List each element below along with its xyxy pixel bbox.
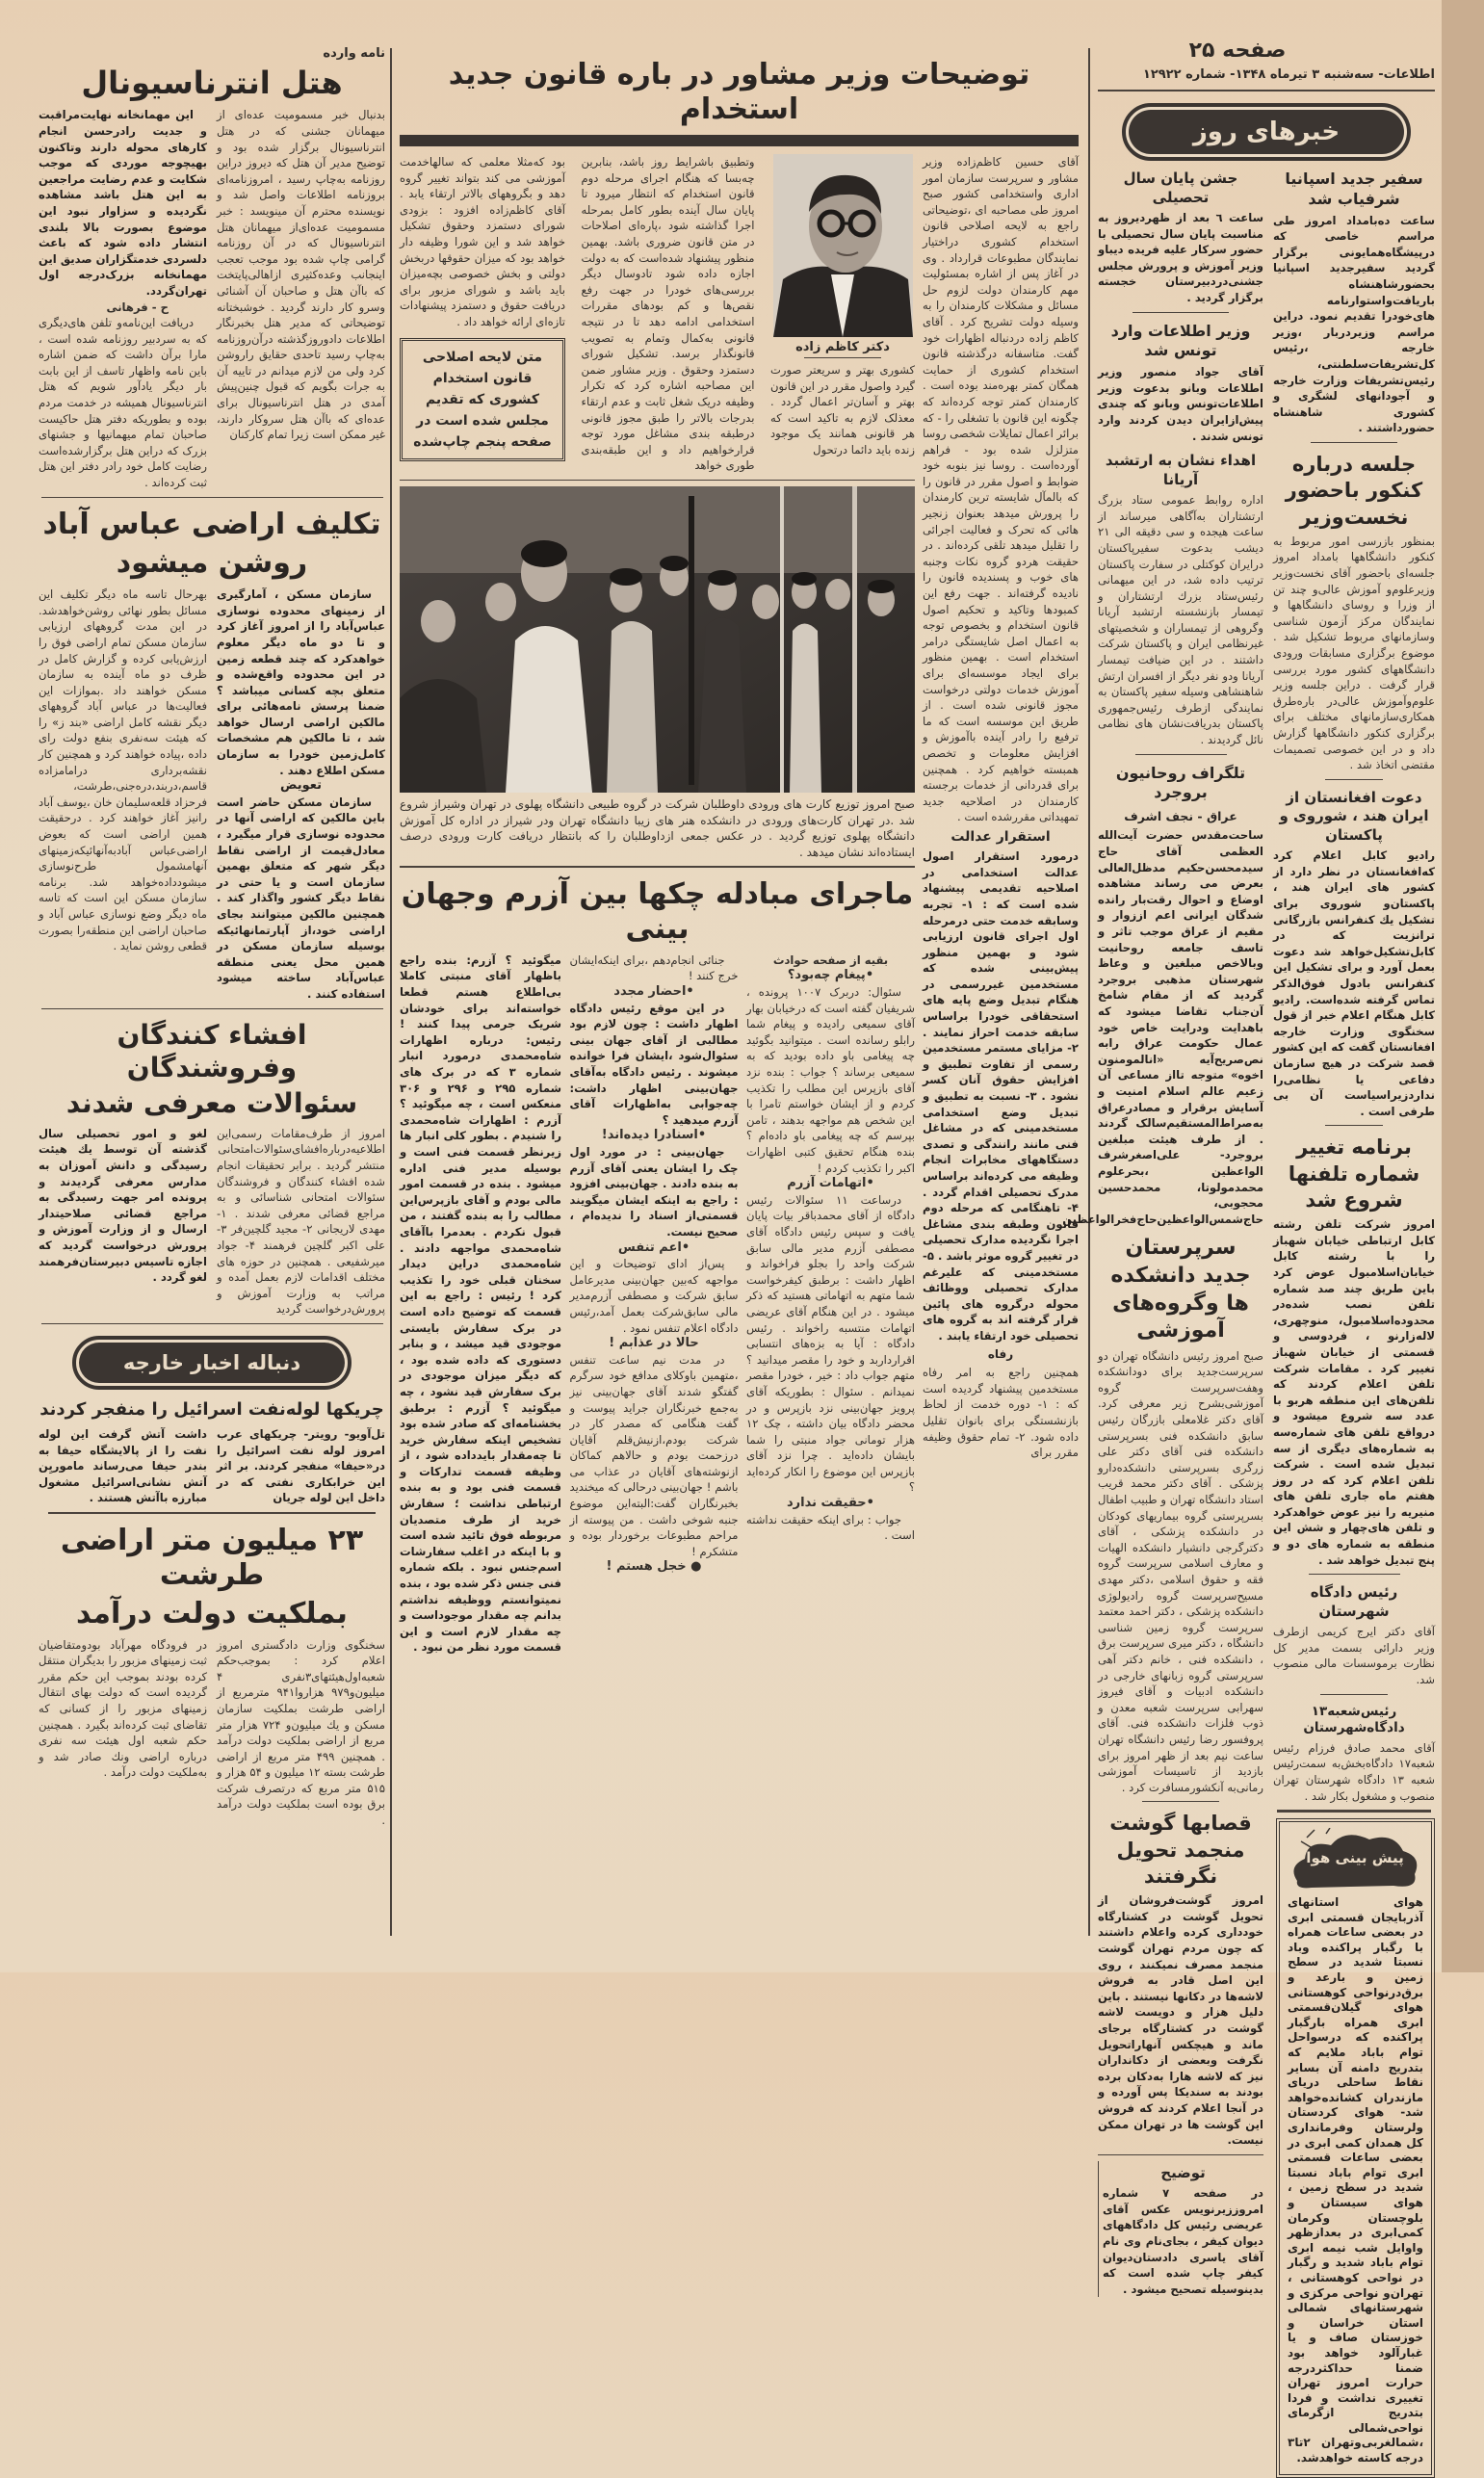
news-body: آقای محمد صادق فرزام رئیس شعبه‌۱۷ دادگاه‌بخش‌به سمت‌رئیس شعبه ۱۳ دادگاه شهرستان تهران منصوب و مشغول بکار شد .: [1273, 1740, 1435, 1803]
left-column: [39, 46, 385, 1829]
tarasht-columns: [39, 1637, 385, 1829]
news-body: امروز شرکت تلفن رشته کابل ارتباطی خیابان شهباز را با رشته کابل خیابان‌اسلامبول عوض کرد باین طریق چند صد شماره تلفن نصب شده‌در محدوده‌اسلامبول، منوچهری، لاله‌زارنو ، فردوسی و قسمتی از خیابان شهباز تغییر کرد . مقامات شرکت تلفن اعلام کردند که تلفن‌های این منطقه هربو با عدد سه شروع میشود و درواقع تلفن های شماره‌سه به شماره‌های دیگری از سه تبدیل شده است . شرکت تلفن اعلام کرد که در روز هفتم ماه جاری تلفن های منیریه را نیز عوض خواهدکرد و تلفن های‌چهار و شش این منطقه به شماره های دو و پنج تبدیل خواهد شد .: [1273, 1217, 1435, 1567]
news-rule: [1098, 2154, 1263, 2155]
leak-headline: افشاء کنندگان وفروشندگان: [117, 1019, 307, 1083]
news-headline: توضیح: [1160, 2163, 1206, 2181]
paragraph: جهان‌بینی : در مورد اول چک را ایشان یعنی آقای آزرم به بنده دادند . جهان‌بینی افزود : راجع به اینکه ایشان میگویند قسمتی‌از اسناد را ندیده‌ام ، صحیح نیست.: [569, 1145, 739, 1239]
news-headline: جلسه درباره کنکور باحضور نخست‌وزیر: [1285, 452, 1423, 529]
employment-continuation: [923, 154, 1079, 1461]
daily-news-banner: [1122, 103, 1411, 161]
notice-box: [400, 338, 565, 461]
portrait-caption: دکتر کاظم زاده: [795, 340, 890, 354]
correction-box: [1098, 2161, 1263, 2298]
news-headline: اهداء نشان به ارتشبد آریانا: [1105, 452, 1257, 488]
news-body: در صفحه ۷ شماره امروززیرنویس عکس آقای عریضی رئیس کل دادگاههای دیوان کیفر ، بجای‌نام وی نام آقای یاسری دادستان‌دیوان کیفر چاپ شده است که بدینوسیله تصحیح میشود .: [1103, 2186, 1263, 2296]
check-story-col-b: [570, 952, 739, 1576]
subheading: •پیغام چه‌بود؟: [787, 968, 874, 983]
employment-top: [400, 154, 915, 474]
section-rule: [41, 1008, 383, 1010]
daily-news-title: خبرهای روز: [1129, 110, 1404, 154]
news-rule: [1133, 312, 1229, 313]
page-edge: [1442, 0, 1484, 1972]
paragraph: سازمان مسکن حاضر است باین مالکین که اراضی آنها در محدوده نوسازی قرار میگیرد ، معادل‌قیمت از اراضی نقاط دیگر شهر که متعلق بهمین سازمان است و یا حتی در نقاط دیگر کشور واگذار کند . همچنین مالکین میتوانند بجای اراضی خود،از آپارتمانهائیکه بوسیله سازمان مسکن در همین محل یعنی منطقه عباس‌آباد ساخته میشود استفاده کنند .: [217, 795, 385, 1001]
news-rule: [1142, 1801, 1219, 1802]
subheading: •حقیقت ندارد: [787, 1496, 874, 1511]
abbasabad-headline-2: روشن میشود: [116, 546, 308, 581]
news-body: ساعت ده‌بامداد امروز طی مراسم خاصی که درپیشگاه‌همایونی برگزار گردید سفیرجدید اسپانیا بحضورشاهنشاه باریافت‌واستوارنامه های‌خودرا تقدیم نمود. دراین مراسم وزیردربار ،وزیر خارجه ،رئیس کل‌تشریفات‌سلطنتی، رئیس‌تشریفات وزارت خارجه و آجودانهای لشگری و کشوری شاهنشاه حضورداشتند .: [1273, 213, 1435, 435]
pipeline-headline: چریکها لوله‌نفت اسرائیل را منفجر کردند: [39, 1399, 384, 1421]
news-headline: تلگراف روحانیون بروجرد: [1115, 763, 1246, 802]
employment-left-column: [400, 154, 565, 461]
news-body: صبح امروز رئیس دانشگاه تهران دو سرپرست‌جدید برای دودانشکده وهفت‌سرپرست گروه آموزشی‌بشرح زیر معرفی کرد. آقای دکتر غلامعلی بازرگان رئیس سابق دانشکده فنی بسرپرستی دانشکده فنی آقای دکتر علی زرگری بسرپرستی دانشکده‌دارو پزشکی . آقای دکتر محمد قریب استاد دانشگاه تهران و طبیب اطفال بسرپرستی گروه بیماریهای کودکان در دانشکده پزشکی ، آقای دکترگرجی دانشیار دانشکده الهیات و معارف اسلامی سرپرست گروه فقه و حقوق اسلامی ،دکتر مهدی مسیح‌سرپرست گروه رادیولوژی دانشکده پزشکی ، دکتر احمد معتمد سرپرست گروه زمین شناسی دانشگاه ، دکتر میری سرپرست برق ، دانشکده فنی ، خانم دکتر آهی سرپرستی گروه زبانهای خارجی در دانشکده ادبیات و آقای فیروز سهرابی سرپرست شعبه معدن و ذوب فلزات دانشکده فنی. آقای پروفسور رضا رئیس دانشگاه تهران ساعت نیم بعد از ظهر امروز برای بازدید از تاسیسات آموزشی رمانی‌به آنکشورمسافرت کرد .: [1098, 1348, 1263, 1794]
news-headline: رئیس‌شعبه‌۱۳ دادگاه‌شهرستان: [1303, 1703, 1405, 1736]
subheading: •اعم تنفس: [617, 1239, 690, 1255]
check-story-col-c: میگوئید ؟ آزرم: بنده راجع باظهار آقای منبتی کاملا بی‌اطلاع هستم قطعا خواسته‌اند برای خودشان شریک جرمی پیدا کنند ! رئیس: درباره اظهارات شاه‌محمدی درمورد انبار شماره ۳ که در برک های شماره ۲۹۵ و ۲۹۶ و ۳۰۶ منعکس است ، چه میگوئید ؟ آزرم : اظهارات شاه‌محمدی را شنیدم . بطور کلی انبار ها زیرنظر قسمت فنی است و بوسیله مدیر فنی اداره میشود . بنده در قسمت امور مالی بودم و آقای بازپرس‌این مطالب را به بنده گفتند ، من قبول نکردم . بعدمرا باآقای شاه‌محمدی مواجهه دادند . شاه‌محمدی دراین دیدار سخنان قبلی خود را تکذیب کرد ! رئیس : راجع به این قسمت که توضیح داده است در برک سفارش بایستی موجودی قید میشد ، و بنابر دستوری که داده شده بود ، که دیگر میزان موجودی در برک سفارش قید نشود ، چه میگوئید ؟ آزرم : برطبق بخشنامه‌ای که صادر شده بود تشخیص اینکه سفارش خرید تا چه‌مقدار بایدداده شود ، از وظیفه قسمت تدارکات و قسمت فنی بود و به بنده ارتباطی نداشت ؛ سفارش خرید از طرف متصدیان مربوطه فوق تائید شده است و با اینکه در اغلب سفارشات اسم‌جنس نبود . بلکه شماره فنی جنس ذکر شده بود ، بنده نمیتوانستم ووظیفه نداشتم بدانم چه مقدار موجوداست و چه مقدار لازم است و این قسمت مورد نظر من نبود .: [400, 952, 562, 1655]
leak-headline-2: سئوالات معرفی شدند: [65, 1087, 358, 1120]
news-body: اداره روابط عمومی ستاد بزرگ ارتشتاران به‌آگاهی میرساند از ساعت هیجده و سی دقیقه الی ۲۱ دیشب بدعوت سفیرپاکستان درایران کوکتلی در سفارت پاکستان ترتیب داده شد، در این میهمانی رئیس‌ستاد بزرك ارتشتاران و تیمسار بازنشسته ارتشبد آریانا وگروهی از تیمساران و شخصیتهای غیرنظامی ایران و پاکستان شرکت داشتند . در این ضیافت تیمسار آریانا ودو نفر دیگر از افسران ارتش شاهنشاهی وسیله سفیر پاکستان به نمایندگی ازطرف رئیس‌جمهوری پاکستان بدریافت‌نشان های نظامی نائل گردیدند .: [1098, 493, 1263, 747]
subheading: حالا در عذابم !: [609, 1336, 699, 1351]
hotel-columns: [39, 107, 385, 490]
photo-caption: صبح امروز توزیع کارت های ورودی داوطلبان شرکت در گروه طبیعی دانشگاه پهلوی در تهران وشیراز شروع شد .در تهران کارت‌های ورودی در دانشکده هنر های زیبا دانشگاه تهران ودر شیراز در اداره کل آموزش دانشگاه پهلوی توزیع گردید . در عکس جمعی ازداوطلبان را که بانتظار دریافت کارت ورودی درصف ایستاده‌اند نشان میدهد .: [400, 797, 915, 859]
column-divider: [390, 48, 392, 1936]
paragraph: این مهمانخانه نهایت‌مراقبت و جدیت رادرحسن انجام کارهای محوله دارند وتاکنون بهیچوجه موردی که موجب شکایت و عدم رضایت مراجعین به این هتل باشد مشاهده نگردیده و سزاوار نبود این موضوع بصورت بالا بلندی انتشار داده شود که باعث دلسردی خدمتگزاران صدیق این مهمانخانه بزرک‌درجه اول تهران‌گردد.: [39, 108, 207, 298]
abbasabad-col-left: بهرحال تاسه ماه دیگر تکلیف این مسائل بطور نهائی روشن‌خواهدشد. در این مدت گروههای ارزیابی سازمان مسکن تمام اراضی فوق را ارزش‌یابی کرده و گزارش کامل در ظرف دو ماه آینده به سازمان مسکن خواهند داد .بموازات این فعالیت‌ها در عباس آباد گروههای دیگر نقشه کامل اراضی «بند ز» را که هیئت سه‌نفری بنفع دولت رای داده ،پیاده خواهند کرد و همچنین کار نقشه‌برداری درامامزاده قاسم،دربند،دره‌جنی،طرشت، فرحزاد قلعه‌سلیمان خان ،یوسف آباد رانیز آغاز خواهند کرد . درحقیقت همین اراضی است که بعوض اراضی‌عباس آبادبه‌آنهائیکه‌زمینهای آنهامشمول طرح‌نوسازی میشودداده‌خواهد شد. برنامه سازمان مسکن این است که تاسه ماه دیگر وضع نوسازی عباس آباد و صاحبان اراضی این منطقه‌را بصورت قطعی روشن نماید .: [39, 587, 207, 953]
tarasht-col-left: در فرودگاه مهرآباد بودومتقاضیان ثبت زمینهای مزبور را بدیگران منتقل کرده بودند بموجب این حکم مقرر گردیده است که دولت بهای انتقال زمینهای مزبور را از کسانی که تقاضای ثبت کرده‌اند بگیرد . همچنین حکم شعبه اول هیئت سه نفری درباره اراضی ونك صادر شد و به‌ملکیت دولت درآمد .: [39, 1637, 207, 1780]
hotel-headline: هتل انترناسیونال: [81, 65, 343, 101]
group-photo: [400, 486, 915, 793]
subheading: تعویض: [280, 778, 322, 794]
news-rule: [1277, 1810, 1431, 1813]
continued-from: بقیه از صفحه حوادث: [772, 952, 889, 967]
page-number: صفحه ۲۵: [1188, 39, 1287, 63]
column-divider: [1088, 48, 1090, 1936]
portrait-photo: [773, 154, 913, 337]
portrait-image: [773, 154, 913, 337]
hotel-col-left: [39, 107, 207, 490]
pipeline-col-left: داشت آتش گرفت این لوله نفت را از پالایشگاه حیفا به بندر حیفا می‌رساند ماموریِن آتش نشانی‌اسرائیل مشغول مبارزه باآتش هستند .: [39, 1427, 207, 1505]
paragraph: جواب : برای اینکه حقیقت نداشته است .: [746, 1512, 915, 1543]
check-story-headline: ماجرای مبادله چکها بین آزرم وجهان بینی: [401, 876, 914, 946]
foreign-news-banner: [72, 1336, 351, 1390]
news-headline: دعوت افغانستان از ایران هند ، شوروی و پاکستان: [1279, 788, 1429, 844]
article-column: درمورد استقرار اصول عدالت استخدامی در اصلاحیه تقدیمی پیشنهاد شده است که : ۱- تجربه وسابقه خدمت حتی درمرحله اول اجرای قانون ارزیابی شود و بهمین منظور پیش‌بینی شده که مستخدمین غیررسمی در هنگام تبدیل وضع پایه های استحقاقی خودرا براساس سابقه خدمت احراز نمایند . ۲- مزایای مستمر مستخدمین رسمی از تفاوت تطبیق و افزایش حقوق آنان کسر نشود . ۳- نسبت به تطبیق و تبدیل وضع استخدامی مستخدمینی که در مشاغل فنی مانند رانندگی و تصدی دستگاههای مخابرات انجام وظیفه می کرده‌اند براساس مدرک تحصیلی اقدام گردد . ۴- تاهنگامی که مرحله دوم قانون وطبقه بندی مشاغل اجرا نگردیده مدارک تحصیلی در تغییر گروه موثر باشد . ۵- مستخدمینی که علیرغم مدارک تحصیلی ووظائف محوله درگروه های پائین قرار گرفته اند به گروه های تحصیلی خود ارتقاء یابند .: [923, 849, 1079, 1343]
daily-news-columns: [1062, 167, 1435, 2478]
abbasabad-col-right: [217, 587, 385, 1002]
news-headline: وزیر اطلاعات وارد تونس شد: [1110, 321, 1251, 360]
daily-news-inner: [1062, 167, 1263, 2297]
news-body: ساحت‌مقدس حضرت آیت‌الله العظمی آقای حاج سیدمحسن‌حکیم مدظل‌العالی بعرض می رساند مشاهده اوضاع و احوال رقت‌بار رانده شدگان ایرانی اعم اززوار و مقیم از عراق موجب تاثر و تاسف جامعه روحانیت وبالاخص مبلغین و وعاظ شهرستان مذهبی بروجرد گردید که از مقام شامخ آن‌جناب تقاضا میشود که باهدایت ودرایت خاص خود عمال حکومت عراق رابه نص‌صریح‌آیه «انالمومنون اخوه» متوجه تااز مساعی آن زعیم عالم اسلام امنیت و آسایش برقرار و مصادرعراق به‌صراط‌المستقیم‌سالک گردند . از طرف هیئت مبلغین بروجرد- علی‌اصغرشرف الواعظین ،بحرعلوم محمدمولوتا، محمدحسین محجوبی، حاج‌شمس‌الواعظین‌حاج‌فخرالواعظین: [1062, 828, 1263, 1226]
middle-body: [400, 154, 1079, 1656]
masthead-rule: [1098, 90, 1435, 91]
paragraph: دریافت این‌نامه‌و تلفن های‌دیگری که به سردبیر روزنامه شده است ، مارا برآن داشت که ضمن اشاره باین نامه واظهار تاسف از این بابت بار دیگر یادآور شویم که هتل انترناسیونال همیشه در خدمت مردم بوده و بطوریکه دفتر هتل حاکیست صاحبان تمام میهمانیها و جشنهای بزرک که دراین هتل برگزارشده‌است رضایت کامل خود رادر دفتر این هتل ثبت کرده‌اند .: [39, 316, 207, 490]
paragraph: در این موقع رئیس دادگاه اظهار داشت : چون لازم بود مطالبی از آقای جهان بینی سئوال‌شود ،ایشان فرا خوانده میشوند . رئیس دادگاه به‌آقای جهان‌بینی اظهار داشت: چه‌جوابی به‌اظهارات آقای آزرم میدهید ؟: [569, 1001, 739, 1127]
dateline: اطلاعات- سه‌شنبه ۳ تیرماه ۱۳۴۸- شماره ۱۲۹۲۲: [1142, 67, 1435, 82]
leak-columns: [39, 1126, 385, 1317]
article-column: آقای حسین کاظم‌زاده وزیر مشاور و سرپرست سازمان امور اداری واستخدامی کشور صبح امروز طی مصاحبه ای ،توضیحاتی راجع به لایحه اصلاحی قانون استخدام کشوری دراختیار نمایندگان مطبوعات قرارداد . وی در آغاز پس از اشاره بمسئولیت مهم کارمندان دولت لزوم حل مسائل و مشکلات کارمندان را به وسیله دولت تشریح کرد . آقای کاظم زاده دردنباله اظهارات خود گفت. متاسفانه درگذشته قانون استخدام کشوری از حمایت همگان کمتر بهره‌مند بوده است . کارمندان کمتر توجه کرده‌اند که چگونه این قانون با تشغلی را - که برائر اعمال تمایلات شخصی روسا متزلزل شده بود - فراهم آورده‌است . روسا نیز بنوبه خود ضوابط و اصول مقرر در قانون را که بالمآل شایسته ترین کارمندان را پرورش میدهد بعنوان زنجیر هائی که تحرک و فعالیت اجرائی را تقلیل میدهد تلقی کرده‌اند . در حقیقت هردو گروه نکات وجنبه های خوب و پسندیده قانون را نادیده گرفته‌اند . جهت رفع این کمبودها وتاکید و تحکیم اصول قانون استخدام و بخصوص توجه به اعمال اصل شایستگی درامر استخدام است . بهمین منظور برای ایجاد موسسه‌ای برای آموزش خدمات دولتی درخواست مجوز قانونی شده است . از طریق این موسسه است که ما ترفیع را رادر آینده باآموزش و افزایش معلومات و تخصص همبسته خواهیم کرد . همچنین برای قدردانی از خدمات برجسته کارمندان در اصلاحیه جدید تمهیداتی مقررشده است .: [923, 155, 1079, 824]
subheading: •احضار مجدد: [613, 984, 694, 1000]
abbasabad-headline: تکلیف اراضی عباس آباد: [42, 508, 381, 542]
news-headline: جشن پایان سال تحصیلی: [1123, 170, 1238, 206]
caption-rule: [804, 357, 881, 358]
section-rule: [48, 1512, 376, 1514]
news-headline: سفیر جدید اسپانیا شرفیاب شد: [1285, 170, 1423, 208]
headline-bar: [400, 135, 1079, 146]
foreign-news-title: دنباله اخبار خارجه: [79, 1343, 345, 1383]
news-body: آقای دکتر ایرج کریمی ازطرف وزیر دارائی بسمت مدیر کل نظارت برموسسات مالی منصوب شد.: [1273, 1625, 1435, 1687]
news-headline: سرپرستان جدید دانشکده ها وگروه‌های آموزشی: [1110, 1236, 1251, 1343]
check-story-col-a: [746, 952, 915, 1544]
news-body: آقای جواد منصور وزیر اطلاعات وبانو بدعوت وزیر اطلاعات‌تونس وبانو که چندی پیش‌ازایران دیدن کردند وارد تونس شدند .: [1098, 365, 1263, 443]
weather-logo-text: پیش بینی هوا: [1306, 1849, 1404, 1867]
tarasht-headline: ۲۳ میلیون متر اراضی طرشت: [60, 1523, 364, 1592]
paragraph: پس‌از ادای توضیحات و این مواجهه که‌بین جهان‌بینی مدیرعامل سابق شرکت و مصطفی آزرم‌مدیر مالی سابق‌شرکت بعمل آمد،رئیس دادگاه اعلام تنفس نمود .: [569, 1257, 739, 1335]
section-rule: [41, 497, 383, 499]
tarasht-headline-2: بملکیت دولت درآمد: [76, 1596, 348, 1630]
news-headline: قصابها گوشت منجمد تحویل نگرفتند: [1109, 1812, 1252, 1888]
group-photo-image: [400, 486, 915, 793]
section-rule: [41, 1323, 383, 1325]
middle-main: [400, 154, 915, 1656]
paragraph: درساعت ۱۱ سئوالات رئیس دادگاه از آقای محمدباقر بیات پایان یافت و سپس رئیس دادگاه آقای مصطفی آزرم مدیر مالی سابق شرکت واحد را بجلو فراخواند و اظهار داشت : برطبق کیفرخواست شما متهم به اتهاماتی هستید که ذکر میشود . در این هنگام آقای عریضی اتهامات منتسبه راخواند . رئیس دادگاه : آیا به بزه‌های انتسابی اقرارداربد و خود را مقصر میدانید ؟ متهم جواب داد : خیر ، خودرا مقصر نمیدانم . سئوال : بطوریکه آقای پرویز جهان‌بینی نزد بازپرس و در محضر دادگاه بیان داشته ، چک ۱۲ هزار تومانی جواد منبتی را شما بایشان داده‌اید . چرا نزد آقای بازپرس این موضوع را انکار کرده‌اید ؟: [746, 1192, 915, 1495]
news-headline: برنامه تغییر شماره تلفنها شروع شد: [1288, 1135, 1420, 1212]
news-body: امروز گوشت‌فروشان از تحویل گوشت در کشتارگاه خودداری کرده واعلام داشتند که چون مردم تهران گوشت منجمد مصرف نمیکنند ، روی این اصل قادر به فروش لاشه‌ها در دکانها نیستند . باین دلیل هزار و دویست لاشه گوشت در کشتارگاه برجای ماند و هیچکس آنهارا‌تحویل نگرفت وبعضی از دکانداران نیز که لاشه هارا به‌دکان برده بودند به سندیکا پس آورده و در آنجا اعلام کردند که فروش این گوشت ها در تهران ممکن نیست.: [1098, 1893, 1263, 2148]
subheading: •اسنادرا دیده‌اند!: [601, 1128, 707, 1143]
news-rule: [1325, 779, 1383, 780]
pipeline-col-right: تل‌آویو- رویتر- چریکهای عرب امروز لوله نفت اسرائیل را در«حیفا» منفجر کردند. بر اثر این خرابکاری نفتی که در داخل این لوله جریان: [217, 1427, 385, 1505]
paragraph: سازمان مسکن ، آمارگیری از زمینهای محدوده نوسازی عباس‌آباد را از امروز آغاز کرد و تا دو ماه دیگر معلوم خواهدکرد که چند قطعه زمین در این محدوده واقع‌شده و متعلق بچه کسانی میباشد ؟ ضمنا پرسش نامه‌هائی برای مالکین اراضی ارسال خواهد شد ، تا مالکین هم مشخصات کامل‌زمین خودرا به سازمان مسکن اطلاع دهند .: [217, 587, 385, 777]
weather-logo: [1288, 1828, 1423, 1891]
check-story-columns: [400, 952, 915, 1656]
daily-news-outer: [1273, 167, 1435, 2478]
section-rule: [400, 480, 915, 482]
hotel-col-right: بدنبال خبر مسمومیت عده‌ای از میهمانان جشنی که در هتل انترناسیونال برگزار شده بود و توضیح مدیر آن هتل که دیروز دراین روزنامه به‌چاپ رسید ، امروزنامه‌ای بروزنامه اطلاعات واصل شد و نویسنده محترم آن مینویسد : خبر مسمومیت عده‌ای‌از میهمانان هتل انترناسیونال که در آن روزنامه گرامی چاپ شده بود موجب تعجب اینجانب وعده‌کثیری ازاهالی‌پایتخت که باآن هتل و صاحبان آن آشنائی وسرو کار دارند گردید . خوشبختانه توضیحاتی که مدیر هتل بخبرنگار اطلاعات دادوروزگذشته درآن‌روزنامه به‌چاپ رسید تاحدی حقایق راروشن کرد ولی من لازم میدانم در تاییه آن به جرات بگویم که قبول چنین‌پیش‌ آمدی در هتل انترناسیونال برای عده‌ای که باآن هتل سروکار دارند، غیر ممکن است زیرا تمام کارکنان: [217, 108, 385, 442]
subheading: ● خجل هستم !: [606, 1559, 702, 1575]
main-headline: توضیحات وزیر مشاور در باره قانون جدید استخدام: [448, 58, 1030, 126]
news-rule: [1135, 754, 1227, 755]
weather-forecast: هوای استانهای آذربایجان قسمتی ابری در بعضی ساعات همراه با رگبار پراکنده وباد نسبتا شدید در سطح زمین و بارعد و برق‌درنواحی کوهستانی هوای گیلان‌قسمتی ابری همراه بارگبار پراکنده که درسواحل توام باباد ملایم که بتدریج دامنه آن بسایر نقاط ساحلی دریای مازندران کشانده‌خواهد شد- هوای کردستان ولرستان وفرمانداری کل همدان کمی ابری در بعضی ساعات قسمتی ابری توام باباد نسبتا شدید در سطح زمین ، هوای سیستان و بلوچستان وکرمان کمی‌ابری در بعدازظهر واوایل شب نیمه ابری توام باباد شدید و رگبار در نواحی کوهستانی ، تهران‌و نواحی مرکزی و شهرستانهای شمالی استان خراسان و خوزستان صاف و یا غبارآلود خواهد بود ضمنا حداکثردرجه حرارت امروز تهران تغییری نداشت و فردا بتدریج ازگرمای نواحی‌شمالی ،شمالغربی‌وتهران ۲تا۳ درجه کاسته خواهدشد.: [1288, 1895, 1423, 2465]
news-body: بمنظور بازرسی امور مربوط به کنکور دانشگاهها بامداد امروز جلسه‌ای باحضور آقای نخست‌وزیر وزیرعلوم‌و آموزش عالی‌و چند تن از وزرا و روسای دانشگاهها و نمایندگان مرکز آزمون شناسی وسازمانهای مربوط تشکیل شد . موضوع برگزاری مسابقات ورودی دانشگاههای کشور مورد بررسی قرار گرفت . دراین جلسه وزیر علوم‌وآموزش عالی‌در باره‌طرق همکاری‌سازمانهای مختلف برای برگزاری کنکور دانشگاهها گزارش داد و در این خصوصی تصمیمات مقتضی اتخاذ شد .: [1273, 534, 1435, 772]
leak-col-left: لغو و امور تحصیلی سال گذشته آن توسط یك هیئت رسیدگی و دانش آموزان به مدارس معرفی گردیدند و پرونده امر جهت رسیدگی به مراجع قضائی صلاحیتدار ارسال و از وزارت آموزش و پرورش درخواست گردید که اجازه تاسیس دبیرستان‌فرهمند لغو گردد .: [39, 1126, 207, 1285]
news-subhead: عراق - نجف اشرف: [1124, 809, 1237, 824]
subheading: •اتهامات آزرم: [787, 1176, 874, 1191]
news-headline: رئیس دادگاه شهرستان: [1310, 1583, 1398, 1620]
section-label-letters: نامه وارده: [323, 46, 385, 61]
notice-text: متن لایحه اصلاحی قانون استخدام کشوری که تقدیم مجلس شده است در صفحه پنجم چاپ‌شده: [413, 349, 552, 450]
signature: ح - فرهانی: [106, 300, 169, 314]
right-column: [1062, 39, 1435, 2478]
news-rule: [1320, 1694, 1388, 1695]
tarasht-col-right: سخنگوی وزارت دادگستری امروز اعلام کرد : بموجب‌حکم شعبه‌اول‌هیئتهای۳نفری ۴ میلیون‌و۹۷۹ هزاروا۹۴۱ متر‌مربع از اراضی طرشت بملکیت سازمان مسکن و یك میلیون‌و ۷۲۴ هزار متر مربع از اراضی بملکیت دولت درآمد . همچنین ۴۹۹ متر مربع از اراضی طرشت بسته ۱۲ میلیون و ۵۴ هزار و ۵۱۵ متر مربع که درتصرف شرکت برق بوده است بملکیت دولت درآمد .: [217, 1637, 385, 1828]
article-column: بود که‌مثلا معلمی که سالهاخدمت آموزشی می کند بتواند تغییر گروه دهد و بگروههای بالاتر ارتقاء یابد . آقای کاظم‌زاده افزود : بزودی شورای دستمزد وحقوق تشکیل خواهد شد و این شورا وظیفه دار خواهد بود که میزان حقوقها دربخش دولتی و بخش خصوصی بچه‌میزان باید باشد و شورای مزبور برای دریافت حقوق و دستمزد پیشنهادات تازه‌ای ارائه خواهد داد .: [400, 155, 565, 328]
article-column: کشوری بهتر و سریعتر صورت گیرد واصول مقرر در این قانون بهتر و آسان‌تر اعمال گردد . معذلک لازم به تاکید است که هر قانونی همانند یک موجود زنده باید دائما درتحول: [770, 363, 915, 456]
subheading: استقرار عدالت: [950, 828, 1051, 845]
leak-col-right: امروز از طرف‌مقامات رسمی‌این اطلاعیه‌درباره‌افشای‌سئوالات‌امتحانی منتشر گردید . برابر تحقیقات انجام شده افشاء کنندگان و فروشندگان سئوالات امتحانی شناسائی و به مراجع قضائی معرفی شدند . ۱- مهدی لاریجانی ۲- مجید گلچین‌فر ۳- علی اکبر گلچین فرهمند ۴- جواد میرشفیعی . همچنین در حوزه های مختلف اقدامات لازم بعمل آمده و مراتب به وزارت آموزش و پرورش‌درخواست گردید: [217, 1126, 385, 1317]
news-rule: [1325, 1125, 1383, 1126]
news-body: ساعت ٦ بعد از ظهردیروز به مناسبت پایان سال تحصیلی با حضور سرکار علیه فریده دیباو وزیر آموزش و پرورش مجلس جشنی‌دردبیرستان خجسته برگزار گردید .: [1098, 211, 1263, 304]
subheading: رفاه: [987, 1346, 1014, 1361]
news-body: رادیو کابل اعلام کرد که‌افغانستان در نظر دارد از کشور های ایران هند ، پاکستان‌و شوروی برای تشکیل یك کنفرانس بازرگانی ترانزیت که در کابل‌تشکیل‌خواهد شد دعوت بعمل آورد و برای تشکیل این کنفرانس بادول فوق‌الذکر تماس گرفته شده‌است. رادیو کابل هنگام اعلام خبر از قول سخنگوی وزارت خارجه افغانستان گفت که این کشور قصد شرکت در هیچ سازمان دفاعی یا نظامی‌را ندارد‌زیراسیاست آن بی طرفی است .: [1273, 848, 1435, 1118]
paragraph: سئوال: دربرک ۱۰۰۷ پرونده ، شریفیان گفته است که درخیابان بهار آقای سمیعی رادیده و پیغام شما رابلو رسانده است . میتوانید بگوئید چه پیغامی باو داده بودید که به سمیعی برساند ؟ جواب : بنده نزد آقای بازپرس این مطلب را تکذیب کردم و از ایشان خواستم تامرا با این شخص هم مواجهه بدهند ، تامن بپرسم که چه پیغامی باو داده‌ام ؟ بنده هنگام تحقیق کتبی اظهارات اکبر را تکذیب کردم !: [746, 985, 915, 1175]
abbasabad-columns: [39, 587, 385, 1002]
pipeline-columns: [39, 1426, 385, 1506]
section-rule: [400, 866, 915, 868]
portrait-column: [770, 154, 915, 458]
article-column: وتطبیق باشرایط روز باشد، بنابرین چه‌بسا که هنگام اجرای مرحله دوم قانون استخدام که انتظار میرود تا پایان سال آینده بطور کامل بمرحله اجرا گذاشته شود ،پاره‌ای اصلاحات در متن قانون ضروری باشد. بهمین منظور پیشنهاد شده‌است که به دولت اجازه داده شود تادوسال دیگر بررسی‌های خودرا در جهت رفع نقص‌ها و کم بودهای مقررات استخدامی ادامه دهد تا در نتیجه قانونی به‌کمال وتمام به تصویب قانونگذار برسد. تشکیل شورای دستمزد وحقوق . وزیر مشاور ضمن این مصاحبه اشاره کرد که تکرار وظیفه دریک شغل ثابت و عدم ارتقاء بدرجات بالاتر را طبق مجوز قانونی درطبقه بندی مشاغل مورد توجه قرارخواهیم داد و این طبقه‌بندی طوری خواهد: [581, 155, 755, 473]
weather-box: [1276, 1818, 1435, 2478]
article-column: همچنین راجع به امر رفاه مستخدمین پیشنهاد گردیده است که : ۱- دوره خدمت از لحاظ بازنشستگی برای بانوان تقلیل داده شود. ۲- تمام حقوق وظیفه مقرر برای: [923, 1366, 1080, 1460]
news-rule: [1309, 1574, 1400, 1575]
paragraph: جنائی انجام‌دهم ،برای اینکه‌ایشان خرج کنند !: [569, 952, 739, 983]
news-rule: [1311, 442, 1397, 443]
middle-column: [400, 54, 1079, 1656]
paragraph: در مدت نیم ساعت تنفس ،متهمین باوکلای مدافع خود سرگرم گفتگو شدند آقای جهان‌بینی نیز به‌جمع خبرنگاران جراید پیوست و گفت هنگامی که مصدر کار در شرکت بودم،ازنیش‌قلم آقایان درزحمت بودم و حالاهم کماکان ازنوشته‌های آقایان در عذاب می باشم ! جهان‌بینی درحالی که میخندید بخبرنگاران گفت:البته‌این موضوع جنبه شوخی داشت . من پیوسته از مراحم مطبوعات برخوردار بوده و متشکرم !: [569, 1352, 739, 1558]
